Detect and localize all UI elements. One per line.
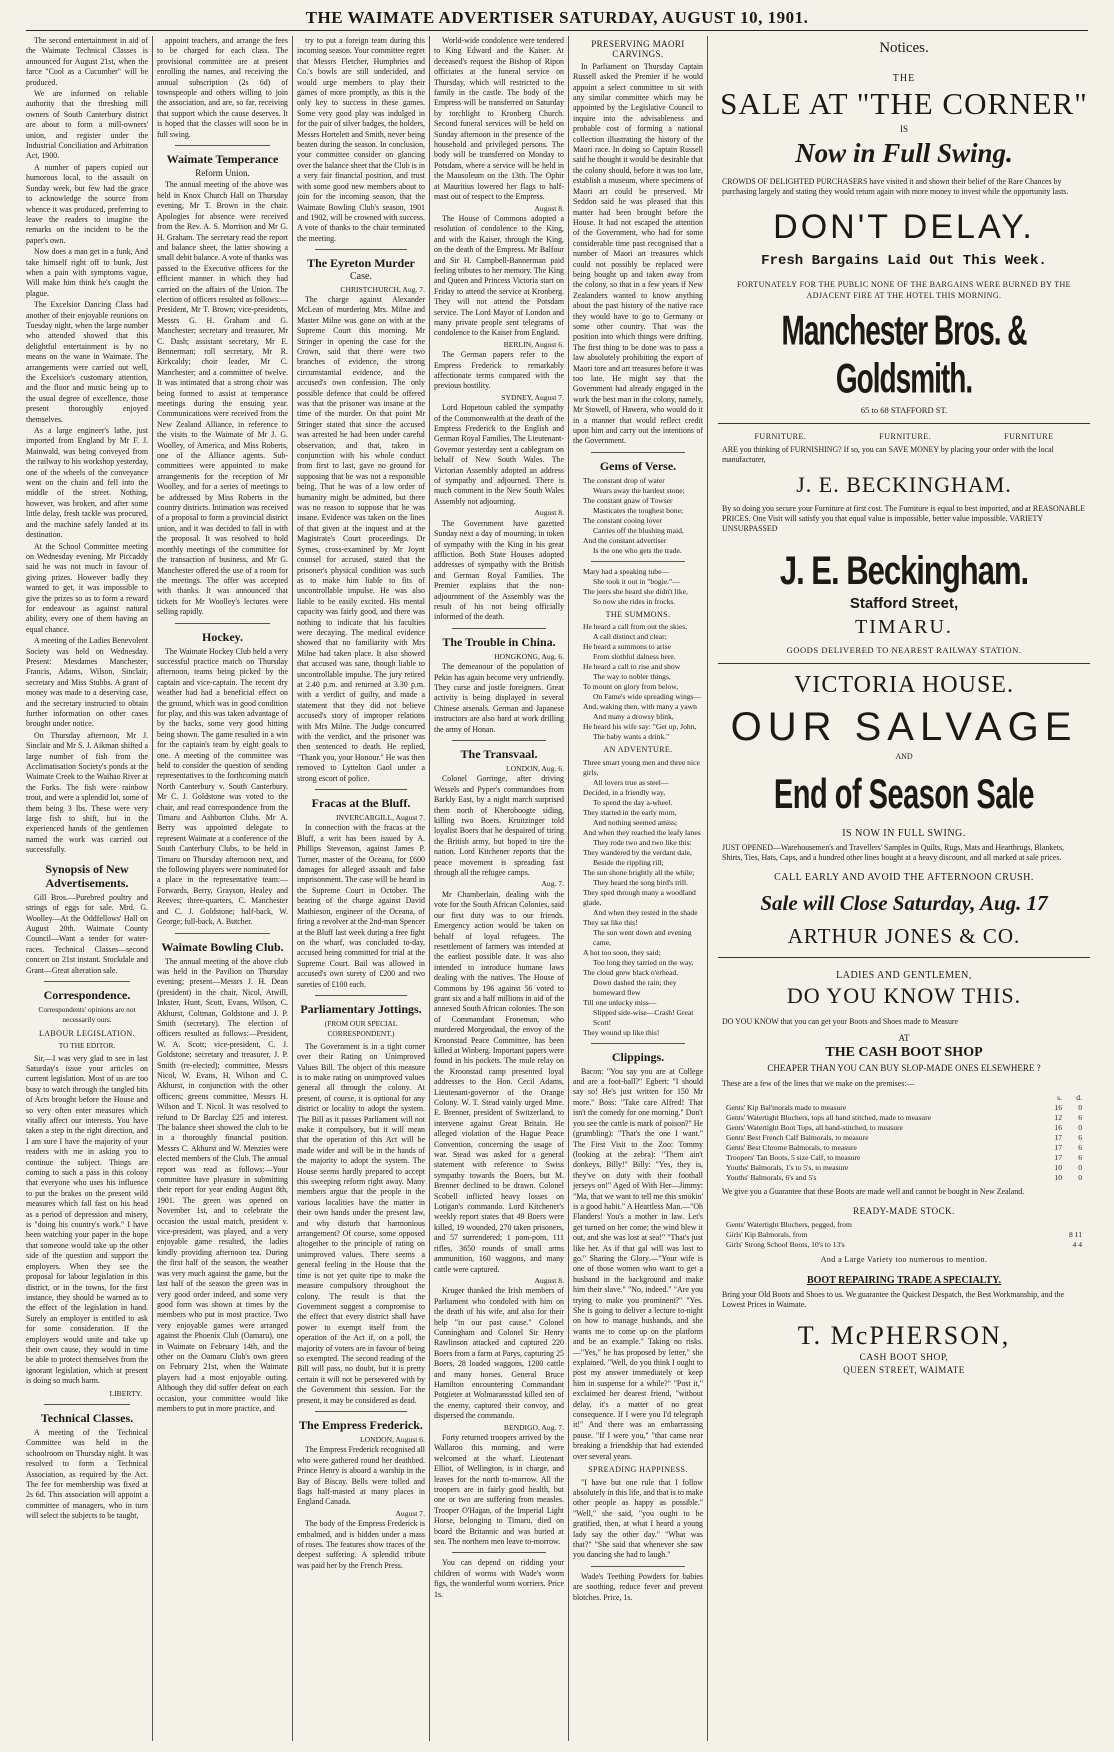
verse-line: He heard a call from out the skies, [583,622,688,632]
article-text: appoint teachers, and arrange the fees to be charged for each class. The provisional committee are at present enrolling the names, and receiving the annual subscription (2s 6d) of townspeople and others willing to join the association, and are, so far, receiving that support which the cause deserves. It is hoped that the classes will soon be in full swing. [157,36,288,139]
ad-body: FORTUNATELY FOR THE PUBLIC NONE OF THE BARGAINS WERE BURNED BY THE ADJACENT FIRE AT THE HOTEL THIS MORNING. [737,279,1071,300]
notices-heading: Notices. [879,40,929,56]
section-heading: Synopsis of New Advertisements. [45,861,129,890]
article-text: In Parliament on Thursday Captain Russell asked the Premier if he would appoint a select committee to sit with any similar committee which may be appointed by the Legislative Council to inquire into the advisableness and probable cost of forming a national collection illustrating the history of the Maori race. In doing so Captain Russell said he thought it would be desirable that the colony should, before it was too late, establish a museum, where specimens of Maori art could be preserved. Mr Seddon said he was pleased that this matter had been brought before the House. It had not escaped the attention of the Government, who had for some considerable time past recognised that a number of Maori art treasures which could not possibly be replaced were being bought up and taken away from the colony, so that in a few years if New Zealanders wanted to know anything about the past history of the native race they would have to go to Germany or some other country. That was the position into which things were drifting. The first thing to be done was to pass a law absolutely prohibiting the export of Maori tore and art treasures before it was too late. He might say that the Government had already engaged in the work the best man in the colony, namely, Mr Stowell, of Hawera, who would do it in a manner that would reflect credit upon him and carry out the intentions of the Government. [573,61,703,446]
section-heading: The Transvaal. [460,747,538,761]
divider [175,623,270,624]
article-text: Forty returned troopers arrived by the Wallaroo this morning, and were welcomed at the wharf. Lieutenant Elliot, of Wellington, is in charge, and leaves for the north to-morrow. All the troopers are in fairly good health, but one or two are suffering from measles. Trooper O'Hagan, of the Imperial Light Horse, belonging to Timaru, died on board the Britannic and was buried at sea. The northern men leave to-morrow. [434,1433,564,1547]
section-heading: Waimate Temperance [166,152,279,167]
verse-line: He heard his wife say: "Get up, John, [583,722,697,732]
price-item: Gents' Best Chrome Balmorals, to measure [726,1143,857,1153]
ad-kicker: THE [892,73,916,84]
synopsis-text: Gill Bros.—Purebred poultry and strings of eggs for sale. Mrd. G. Woolley—At the Oddfellows' Hall on August 20th. Waimate County Council—Want a tender for water-races. Technical Classes—second concert on 21st instant. Stockdale and Grant—Great alteration sale. [26,892,148,975]
verse-line: The jeers she heard she didn't like, [583,586,688,596]
price-shillings: 17 [1054,1133,1062,1143]
section-heading: The Eyreton Murder [307,256,415,271]
column-3 [297,36,425,1741]
ad-body: CROWDS OF DELIGHTED PURCHASERS have visited it and shown their belief of the Rare Chances by purchasing largely and stating they would return again with more money to invest while the opportunity lasts. [722,177,1069,197]
article-text: The Waimate Hockey Club held a very successful practice match on Thursday afternoon, teams being picked by the captain and vice-captain. The recent dry weather had had a beneficial effect on the ground, which was in good condition for play, and this was taken advantage of by the backs, some very good hitting being shown. The game resulted in a win for the captain's team by eight goals to one. A meeting of the committee was held to consider the question of sending representatives to the forthcoming match North Canterbury v. South Canterbury. Mr C. J. Goldstone was voted to the chair, and read correspondence from the Timaru and Ashburton Clubs. Mr A. Berry was appointed delegate to represent Waimate at a conference of the South Canterbury Clubs, to be held in Timaru on Thursday afternoon next, and the following players were nominated for a place in the representative team:—Forwards, Berry, Grayson, Healey and Reeves; three-quarters, C. Manchester and C. J. Goldstone; half-back, W. George; full-back, A. Butcher. [157,646,288,927]
ad-subheadline: Fresh Bargains Laid Out This Week. [761,252,1047,269]
section-heading: Fracas at the Bluff. [311,796,411,811]
verse-line: To mount on glory from below, [583,682,679,692]
ad-kicker: LADIES AND GENTLEMEN, [836,969,972,981]
local-news: We are informed on reliable authority that the threshing mill owners of South Canterbury district are about to form a mill-owners' union, and register under the Industrial Conciliation and Arbitration Act, 1900. [26,89,148,161]
section-heading: Technical Classes. [40,1410,134,1425]
ad-subheadline: CALL EARLY AND AVOID THE AFTERNOON CRUSH. [774,871,1034,883]
section-subheading: Case. [350,271,372,283]
price-item: Troopers' Tan Boots, 5 size Calf, to measure [726,1153,861,1163]
local-news: At the School Committee meeting on Wednesday evening, Mr Piccaddy said he was not much in favour of giving prizes. However badly they wanted to get, it was impossible to give the prizes so as to form a reward for endeavour as against natural ability, every one of them having an equal chance. [26,541,148,634]
ad-body: By so doing you secure your Furniture at first cost. The Furniture is equal to best imported, and at REASONABLE PRICES. One Visit will satisfy you that equal value is impossible, better value impossible. VARIETY UNSURPASSED [722,503,1085,534]
divider [718,423,1090,424]
article-text: Bacon: "You say you are at College and are a foot-ball?" Egbert: "I should say so! He's just written for 150 Mr more." Boss: "Take care Alfred! That isn't the comedy for one morning." Don't you see the cattle is mark of poison?" He (grumbling): "That's the one I want." The First Visit to the Zoo: Tommy (looking at the zebra): "Them ain't donkeys, Billy!" Billy: "Yes, they is, they've on duty with their football jerseys on!" Aged of With Her—Jimmy: "Ma, that we want to tell me this smokin' is a good habit." A Heartless Man.—"Oh Flanders! You's a mother in law. Let's get turned on her come; the wind blew it out, and she was lost at sea!" "That's just like her. As if that gal will was lost to go." Sharing the Glory.—"Your wife is one of those women who want to get a husband in the background and make him their slave." "No, indeed." "Are you trying to make you prominent?" "Yes. She is going to deliver a lecture to-night on how to manage husbands, and she wants me to come up on the platform and be an example." Taking no risks.—"Yes," he has proposed by letter," she explained. "Well, do you think I ought to post my answer immediately or keep him in suspense for a while?" "Post it," exclaimed her dearest friend, "without delay, it's a matter of no great consequence. If I were you I'd telegraph it!" And there was an embarrassing pause. "If I were you," "that came near breaking a friendship that had extended over several years. [573,1066,703,1461]
verse-line: And nothing seemed amiss; [593,817,678,827]
article-text: The charge against Alexander McLean of murdering Mrs. Milne and Master Milne was gone on with at the Supreme Court this morning. Mr Stringer in opening the case for the Crown, said that there were two branches of evidence, the strong circumstantial evidence, and the accused's own confession. The only possible defence that could be offered was that the prisoner was insane at the time of the murder. On that point Mr Stringer stated that since the accused was arrested he had been under careful observation, and that, taken in conjunction with his whole conduct from first to last, gave no ground for supposing that he was not a responsible being. That he was of a low order of humanity might be admitted, but there was no reason to suppose that he was insane. Evidence was taken on the lines of that given at the inquest and at the Magistrate's Court proceedings. Dr Symes, cross-examined by Mr Joynt counsel for accused, stated that the prisoner's physical condition was such as to make him liable to fits of uncontrollable impulse. He was also liable to be easily excited. His mental capacity was fairly good, and there was nothing to indicate that his faculties were decaying. The medical evidence showed that no familiarity with Mrs Milne had taken place. It also showed that accused was sane, though liable to uncontrollable impulse. The jury retired at 2.40 p.m. and returned at 3.30 p.m. with a verdict of guilty, and made a statement that they did not believe accused's story of improper relations with Mrs Milne. The Judge concurred with the verdict, and the prisoner was then sentenced to death. He replied, "Thank you, your Honour." He was then removed to Lyttelton Gaol under a strong escort of police. [297,294,425,783]
verse-line: They wound up like this! [583,1027,660,1037]
column-4 [434,36,564,1741]
verse-line: They rode two and two like this: [593,837,692,847]
verse-line: And the constant advertiser [583,535,667,545]
verse-line: And many a drowsy blink, [593,712,674,722]
dateline: LONDON, Aug. 6. [505,764,564,773]
divider [315,1411,407,1412]
verse-line: A hot too soon, they said; [583,947,661,957]
divider [175,145,270,146]
letter-signature: LIBERTY. [109,1388,142,1398]
price-unit: d. [1076,1093,1082,1103]
ad-body: DO YOU KNOW that you can get your Boots and Shoes made to Measure [722,1016,959,1026]
verse-line: Three smart young men and three nice girls, [583,757,700,777]
price-row [724,1133,1084,1143]
dateline: August 7. [395,1508,425,1518]
section-heading: Hockey. [202,629,243,644]
article-text: The body of the Empress Frederick is embalmed, and is hidden under a mass of roses. The features show traces of the deepest suffering. A splendid tribute was paid her by the French Press. [297,1519,425,1570]
ad-address: QUEEN STREET, WAIMATE [843,1364,965,1375]
article-text: The demeanour of the population of Pekin has again become very unfriendly. They curse and jostle foreigners. Great activity is being displayed in several Chinese arsenals. German and Japanese instructors are also hard at work drilling the army of Honan. [434,662,564,734]
article-text: Colonel Gorringe, after driving Wessels and Pyper's commandoes from Barkly East, by a night march surprised them north of Kheroboogte siding, killing two Boers. Kruitzinger told loyalist Boers that he despaired of tiring the British army, but hoped to tire the nation. Lord Kitchener reports that the peace movement is spreading fast through all the refugee camps. [434,774,564,878]
dateline: BENDIGO, Aug. 7. [503,1422,564,1432]
divider [591,1043,685,1044]
price-shillings: 16 [1054,1123,1062,1133]
stock-price: 4 4 [1072,1239,1082,1249]
divider [44,981,130,982]
local-news: A number of papers copied our humorous local, to the assault on Sunday week, but few had the grace to acknowledge the source from whence it was produced, preferring to leave the readers to imagine the remarks on the incident to be the paper's own. [26,162,148,245]
local-news: Now does a man get in a funk, And take himself right off to bunk, Just when a pain with symptoms vague, Will make him think he's caught the plague. [26,247,148,298]
verse-line: Down dashed the rain; they homeward flew [593,977,677,997]
stock-item: Gents' Watertight Bluchers, pegged, from [726,1219,852,1229]
price-unit: s. [1057,1093,1062,1103]
dateline: LONDON, August 6. [360,1434,425,1444]
ad-body: ARE you thinking of FURNISHING? If so, you can SAVE MONEY by placing your order with the local manufacturer, [722,444,1054,465]
local-news: On Thursday afternoon, Mr J. Sinclair and Mr S. J. Aikman shifted a large number of fish from the Acclimatisation Society's ponds at the Waimate Creek to the Waihao River at the Forks. The fish were rainbow trout, and were a splendid lot, some of them being 3 lbs. These were very large fish to shift, but in the experienced hands of the gentlemen named the work was carried out successfully. [26,730,148,855]
byline: (FROM OUR SPECIAL CORRESPONDENT.) [324,1018,398,1039]
dateline: INVERCARGILL, August 7. [335,813,425,823]
article-text: The annual meeting of the above club was held in the Pavilion on Thursday evening; present—Messrs J. H. Dean (president) in the chair, Nicol, Atwill, Inkster, Hunt, Scott, Evans, Wilson, C. Akhurst, Coltman, Goldstone and J. P. Smith (secretary). The election of officers resulted as follows:—President, W. A. Scott; vice-president, C. J. Goldstone; secretary and treasurer, J. P. Smith (re-elected); committee, Messrs Nicol, W. Evans, H. Wilson and C. Akhurst, in conjunction with the other officers; greens committee, Messrs H. Wilson and T. Nicol. It was resolved to refund to Dr Barclay £25 and interest. The balance sheet showed the club to be in a thoroughly financial position. Messrs C. Akhurst and W. Menzies were elected members of the Club. The annual report was read as follows:—Your committee have pleasure in submitting their report for year ending August 8th, 1901. The green was opened on November 1st, and to celebrate the occasion the usual match, president v. vice-president, was played, and a very enjoyable game resulted, the ladies kindly providing afternoon tea. During the first half of the season, the weather was very much against the game, but the last half of the season the green was in very good order indeed, and some very good form was shown at times by the members who put in most practice. Two very enjoyable games were arranged against the Phoenix Club (Oamaru), one in Waimate on February 14th, and the other on the Oamaru Club's own green on February 21st, when the Waimate players had a most enjoyable outing. Although they did suffer defeat on each occasion, your committee would like members to put in more practice, and [157,956,288,1413]
ad-headline: Now in Full Swing. [795,138,1013,168]
article-text: The Government have gazetted Sunday next a day of mourning, in token of sympathy with the King in his great affliction. Both State Houses adopted addresses of sympathy with the British and German Royal Families. The Premier explains that the non-adjournment of the Assembly was the result of his not being officially informed of the death. [434,518,564,622]
divider [591,561,685,562]
price-shillings: 17 [1054,1143,1062,1153]
price-row [724,1113,1084,1123]
verse-line: The sun shone brightly all the while; [583,867,695,877]
divider [315,995,407,996]
ad-label: FURNITURE [1004,431,1054,441]
price-item: Youths' Balmorals, 1's to 5's, to measure [726,1163,849,1173]
disclaimer: Correspondents' opinions are not necessarily ours. [38,1004,136,1025]
verse-line: Till one unlucky miss— [583,997,657,1007]
divider [591,452,685,453]
ad-brand: Manchester Bros. & Goldsmith. [781,306,1027,402]
ad-headline: SALE AT "THE CORNER" [720,86,1088,121]
price-pence: 0 [1078,1123,1082,1133]
ad-brand: ARTHUR JONES & CO. [787,923,1021,948]
article-text: Lord Hopetoun cabled the sympathy of the Commonwealth at the death of the Empress Frederick to the English and German Royal Families. The Lieutenant-Governor yesterday sent a cablegram on behalf of New South Wales. The Victorian Assembly adopted an address of sympathy and adjourned. There is much comment in the New South Wales Assembly not adjourning. [434,403,564,506]
price-row [724,1163,1084,1173]
verse-line: The constant cooing lover [583,515,663,525]
verse-line: Beside the rippling rill; [593,857,664,867]
letter-text: Sir,—I was very glad to see in last Saturday's issue your articles on current legislation. Most of us are too busy to watch through the tangled bits of Acts brought before the House and so very often enter measures which vitally affect our interests. You have taken a step in the right direction, and I am sure I have the majority of your readers with me in asking you to continue the subject. Things are coming to such a pass in this colony that everyone who uses his influence to put the brakes on the present wild measures which fall fast on his head as a period of depression and misery, is "doing his country's work." I have been watching your paper in the hope that someone would take up the other side of the question and support the employers. When they see the proposal for labour legislation in this district, or in the towns, for the first instance, they should be warned as to the effect of the legislation in hand. Surely an employer is entitled to ask for some consideration. If the employers would unite and take up their own cause, they would in time be able to protect themselves from the ignorant legislation, which at present is doing so much harm. [26,1053,148,1386]
price-row [724,1173,1084,1183]
section-heading: The Trouble in China. [442,634,556,649]
ad-headline: DO YOU KNOW THIS. [786,982,1022,1008]
dateline: August 8. [534,508,564,518]
dateline: SYDNEY, August 7. [501,392,564,402]
article-text: The Empress Frederick recognised all who were gathered round her deathbed. Prince Henry is aboard a warship in the Bay of Biscay. Bells were tolled and flags half-masted at many places in England Canada. [297,1445,425,1507]
masthead: THE WAIMATE ADVERTISER SATURDAY, AUGUST 10, 1901. [305,8,809,27]
column-divider [707,36,708,1741]
price-item: Gents' Watertight Bluchers, tops all hand stitched, made to measure [726,1113,931,1123]
classified-advert: You can depend on ridding your children of worms with Wade's worm figs, the wonderful worm worriers. Price 1s. [434,1558,564,1599]
section-heading: Waimate Bowling Club. [161,939,284,954]
verse [583,567,703,607]
divider [718,957,1090,958]
price-pence: 0 [1078,1173,1082,1183]
verse-line: The baby wants a drink." [593,732,670,742]
verse-line: He heard a summons to arise [583,642,671,652]
article-text: A meeting of the Technical Committee was held in the schoolroom on Thursday night. It was resolved to form a Technical Association, as required by the Act. The fee for membership was fixed at 2s 6d. This association will appoint a committee of managers, who in turn will select the subjects to be taught, [26,1427,148,1521]
ad-label: FURNITURE. [879,431,932,441]
verse-line: All lovers true as steel— [593,777,669,787]
notices-column [712,36,1096,1741]
ad-subheadline: IS NOW IN FULL SWING. [842,827,966,839]
price-list [724,1093,1084,1183]
price-header [724,1093,1084,1103]
article-text: World-wide condolence were tendered to King Edward and the Kaiser. At deceased's request the Bishop of Ripon officiates at the funeral service on Thursday, which will restricted to the family in the castle. The body of the Empress will be transferred on Saturday by torchlight to Kronberg Church. Second funeral services will be held on Sunday afternoon in the presence of the household and privileged persons. The body will be transferred on Monday to Potsdam, where a service will be held in the Mausoleum on the 13th. The Ophir at Mauritius lowered her flags to half-mast out of respect to the Empress. [434,36,564,202]
verse-line: Mary had a speaking tube— [583,566,670,576]
price-pence: 6 [1078,1133,1082,1143]
ad-label: FURNITURE. [754,431,807,441]
section-subheading: Reform Union. [195,168,250,179]
verse-line: A call distinct and clear; [593,632,667,642]
verse-line: From slothful dalness here. [593,652,676,662]
local-news: The Excelsior Dancing Class had another of their enjoyable reunions on Tuesday night, when the large number who attended showed that this delightful entertainment is by no means on the wane in Waimate. The arrangements were carried out well, the Excelsior's customary attention, and the floor and music being up to the usual degree of excellence, those present thoroughly enjoyed themselves. [26,300,148,424]
ad-subheadline: CASH BOOT SHOP, [859,1352,949,1363]
stock-item: Girls' Kip Balmorals, from [726,1229,808,1239]
price-pence: 0 [1078,1163,1082,1173]
ad-body: JUST OPENED—Warehousemen's and Travellers' Samples in Quilts, Rugs, Mats and Hearthrugs, Blankets, Shirts, Ties, Hats, Caps, and a hundred other lines bought at a heavy discount, and all marked at sale prices. [722,842,1064,863]
ad-subheadline: READY-MADE STOCK. [853,1205,955,1216]
divider [44,1404,130,1405]
stock-item: Girls' Strong School Boots, 10's to 13's [726,1239,845,1249]
divider [591,1566,685,1567]
price-pence: 0 [1078,1103,1082,1113]
article-text: The German papers refer to the Empress Frederick to remarkably affectionate terms compared with the previous hostility. [434,350,564,391]
local-news: The second entertainment in aid of the Waimate Technical Classes is announced for August 21st, when the farce "Cool as a Cucumber" will be produced. [26,36,148,87]
dateline: August 8. [534,203,564,213]
column-2 [157,36,288,1741]
section-heading: Gems of Verse. [599,458,677,473]
price-item: Gents' Kip Bal'morals made to measure [726,1103,847,1113]
column-divider [292,36,293,1741]
divider [452,740,546,741]
stock-list [724,1220,1084,1250]
ad-address: Stafford Street, [849,594,959,612]
verse-line: So now she rides in frocks. [593,596,676,606]
verse-line: The sun went down and evening came, [593,927,692,947]
verse-line: Decided, in a friendly way, [583,787,666,797]
verse-line: And when they rested in the shade [593,907,698,917]
price-item: Youths' Balmorals, 6's and 5's [726,1173,817,1183]
price-shillings: 10 [1054,1173,1062,1183]
price-shillings: 16 [1054,1103,1062,1113]
verse-line: And when they reached the leafy lanes [583,827,701,837]
section-heading: Parliamentary Jottings. [300,1001,422,1016]
article-text: In connection with the fracas at the Bluff, a writ has been issued by A. Phillips Stevenson, against James P. Turner, master of the Oceana, for £600 damages for alleged assault and false imprisonment. The case will be heard in the Supreme Court in October. The hearing of the charge against David Mathieson, engineer of the Oceana, of firing a revolver at the 2nd-man Spencer at the Bluff last week during a free fight on the wharf, was concluded to-day, accused being committed for trial at the Supreme Court. Bail was allowed in accused's own surety of £200 and two sureties of £100 each. [297,823,425,989]
divider [315,249,407,250]
ad-headline: Sale will Close Saturday, Aug. 17 [760,890,1048,915]
verse [583,476,703,556]
section-heading: PRESERVING MAORI CARVINGS. [591,39,685,60]
divider [452,1552,546,1553]
verse-line: They sat like this! [583,917,638,927]
price-row [724,1123,1084,1133]
ad-town: TIMARU. [855,615,953,638]
verse [583,758,703,1038]
section-heading: The Empress Frederick. [299,1417,423,1432]
verse-line: They sped through many a woodland glade, [583,887,696,907]
ad-body: We give you a Guarantee that these Boots are made well and cannot be bought in New Zealand. [722,1187,1025,1197]
ad-body: These are a few of the lines that we make on the premises:— [722,1079,915,1089]
verse-line: The cloud grew black o'erhead. [583,967,679,977]
verse-line: They started in the early morn, [583,807,677,817]
ad-row [718,432,1090,441]
price-item: Gents' Watertight Boot Tops, all hand-stitched, to measure [726,1123,903,1133]
letter-title: LABOUR LEGISLATION. [38,1028,136,1038]
ad-body: Bring your Old Boots and Shoes to us. We guarantee the Quickest Despatch, the Best Workmanship, and the Lowest Prices in Waimate. [722,1289,1065,1310]
stock-price: 8 11 [1068,1229,1082,1239]
column-divider [152,36,153,1741]
price-item: Gents' Best French Calf Balmorals, to measure [726,1133,869,1143]
poem-title: AN ADVENTURE. [603,745,673,755]
ad-kicker: IS [899,124,908,134]
ad-headline: OUR SALVAGE [730,704,1078,749]
section-heading: Correspondence. [43,987,131,1002]
verse-line: Carries off the blushing maid, [593,525,684,535]
price-pence: 6 [1078,1153,1082,1163]
column-1 [26,36,148,1741]
local-news: As a large engineer's lathe, just imported from England by Mr F. J. Mainwald, was being conveyed from the railway to his workshop yesterday, one of the wheels of the conveyance went on the chain and fell into the middle of the street. Nothing, however, was broken, and after some little delay, fresh tackle was procured, and the machine safely landed at its destination. [26,426,148,540]
ad-brand: J. E. Beckingham. [779,547,1029,593]
local-news: A meeting of the Ladies Benevolent Society was held on Wednesday. Present: Mesdames Manchester, Francis, Adams, Wilson, Sinclair, secretary and Miss Stubbs. A grant of money was made to a deserving case, and the secretary instructed to obtain further information on other cases brought under notice. [26,636,148,729]
dateline: HONGKONG, Aug. 6. [494,651,564,661]
article-text: Kruger thanked the Irish members of Parliament who condoled with him on the death of his wife, and also for their help "in our past cause." Colonel Cunningham and Colonel Sir Henry Rawlinson attacked and captured 220 Boers from a farm at Parys, capturing 25 Boers, 28 loaded waggons, 1200 cattle and many horses. General Bruce Hamilton encountering Commandant Potgieter at Wolmaransstad killed ten of the enemy, captured their convoy, and dispersed the commando. [434,1286,564,1421]
verse-line: On Fame's wide spreading wings— [593,692,702,702]
article-text: "I have but one rule that I follow absolutely in this life, and that is to make other people as happy as possible." "Well," she said, "you ought to be gratified, then, at what I heard a young lady say the other day." "What was that?" "She said that whenever she saw you dancing she had to laugh." [573,1477,703,1560]
verse-line: The constant drop of water [583,475,665,485]
verse-line: To spend the day a-wheel. [593,797,673,807]
letter-salutation: TO THE EDITOR. [58,1041,116,1051]
ad-brand: THE CASH BOOT SHOP [825,1045,983,1061]
article-text: try to put a foreign team during this incoming season. Your committee regret that Messrs Fletcher, Humphries and Co.'s bowls are still undecided, and would urge members to play their games of more promptly, as this is the only key to success in these games. Some very good play was indulged in for the pair of silver badges, the holders, Messrs Hortelett and Smith, never being beaten during the season. In conclusion, your committee consider on glancing over the balance sheet that the Club is in a very fair financial position, and trust with some good new members about to join for the incoming season, that the Waimate Bowling Club's season, 1901 and 1902, will be crowned with success. A vote of thanks to the chair terminated the meeting. [297,36,425,243]
ad-headline: DON'T DELAY. [773,207,1035,246]
verse-line: They heard the song bird's trill. [593,877,689,887]
ad-brand: VICTORIA HOUSE. [794,671,1014,698]
article-text: The annual meeting of the above was held in Knox Church Hall on Thursday evening, Mr T. Brown in the chair. Apologies for absence were received from the Rev. A. S. Morrison and Mr G. H. Graham. The secretary read the report and balance sheet, the latter showing a small debit balance. A vote of thanks was passed to the Executive officers for the efficient manner in which they had carried on the affairs of the Union. The election of officers resulted as follows:—President, Mr T. Brown; vice-presidents, Messrs G. H. Graham and G. Manchester; secretary and treasurer, Mr C. Dash; assistant secretary, Mr E. Bennerman; roll secretary, Mr R. Kirkcaldy; choir leader, Mr C. Manchester; and a committee of twelve. It was intimated that a strong choir was being formed to assist at temperance meetings during the ensuing year. Communications were received from the New Zealand Alliance, in reference to the visits to the Waimate of Mr J. G. Woolley, of America, and Miss Roberts, one of the Alliance agents. Sub-committees were appointed to make arrangements for the reception of Mr Woolley, and for a series of meetings to be addressed by Miss Roberts in the country districts. Intimation was received of a proposal to form a provincial district union, and it was decided to fall in with the proposal. It was resolved to hold monthly meetings of the committee for the transaction of business, and Mr G. Manchester offered the use of a room for the meetings. The offer was accepted with thanks. It was announced that tickets for Mr Woolley's lectures were selling rapidly. [157,180,288,617]
ad-address: 65 to 68 STAFFORD ST. [860,404,948,415]
divider [175,933,270,934]
section-heading: Clippings. [611,1049,665,1064]
verse-line: Wears away the hardest stone; [593,485,685,495]
article-text: Mr Chamberlain, dealing with the vote for the South African Colonies, said our first duty was to our friends. Emergency action would be taken on behalf of loyal refugees. The resettlement of farmers was intended at the earliest possible date. It was also intended to introduce humane laws dealing with the natives. The House of Commons by 196 against 56 voted to grant six and a half millions in aid of the annexed South African colonies. The son of Commandant Froneman, who murdered Morgendaal, the envoy of the Kroonstad Peace Committee, has been killed at Winberg. Important papers were found in his pockets. The mule relay on the Kroonstad camp presented loyal addresses to the Hon. Cecil Adams, Lieutenant-governor of the Orange Colony. W. T. Stead vainly urged Mme. E. Brenner, president of Switzerland, to intervene against Great Britain. He alleged violation of the Hague Peace Convention, concerning the usage of war. Stead was asked for a general statement with reference to Swiss sympathy towards the Boers, but M. Brenner declined to be drawn. Colonel Scobell inflicted heavy losses on Lotigan's commando. Lord Kitchener's weekly report states that 49 Boers were killed, 19 wounded, 270 taken prisoners, and 57 surrendered; 1 pom-pom, 111 rifles, 3650 rounds of small arms ammunition, 160 waggons, and many cattle were captured. [434,889,564,1274]
dateline: Aug. 7. [541,879,564,889]
dateline: CHRISTCHURCH, Aug. 7. [340,284,425,294]
price-shillings: 12 [1054,1113,1062,1123]
stock-price [1046,1220,1084,1230]
article-text: The House of Commons adopted a resolution of condolence to the King, and with the Kaiser, through the King, on the death of the Empress. Mr Balfour and Sir H. Campbell-Bannerman paid feeling tributes to her memory. The King and Queen and Princess Victoria start on Friday to attend the service at Kronberg. They will not attend the Potsdam service. The Lord Mayor of London and many private people sent telegrams of condolence to the Kaiser from England. [434,213,564,338]
price-pence: 6 [1078,1143,1082,1153]
verse-line: He heard a call to rise and show [583,662,681,672]
verse-line: Is the one who gets the trade. [593,545,682,555]
price-row [724,1143,1084,1153]
stock-row [724,1220,1084,1230]
verse-line: They wandered by the verdant dale, [583,847,692,857]
column-divider [568,36,569,1741]
ad-brand: J. E. BECKINGHAM. [796,471,1012,497]
stock-row [724,1240,1084,1250]
poem-title: THE SUMMONS. [605,609,671,619]
verse-line: The constant gnaw of Towser [583,495,673,505]
divider [315,789,407,790]
price-pence: 6 [1078,1113,1082,1123]
ad-brand: T. McPHERSON, [797,1320,1011,1350]
verse-line: The way to nobler things, [593,672,671,682]
price-row [724,1153,1084,1163]
dateline: August 8. [534,1275,564,1285]
ad-body: And a Large Variety too numerous to mention. [820,1254,988,1264]
divider [452,628,546,629]
ad-headline: End of Season Sale [773,771,1035,818]
verse-line: Masticates the toughest bone; [593,505,684,515]
dateline: BERLIN, August 6. [503,339,564,349]
masthead-rule [26,30,1088,31]
price-shillings: 10 [1054,1163,1062,1173]
price-shillings: 17 [1054,1153,1062,1163]
verse-line: She took it out in "bogie."— [593,576,680,586]
verse-line: And, waking then, with many a yawn [583,702,697,712]
verse-line: Too long they tarried on the way, [593,957,694,967]
divider [718,663,1090,664]
classified-advert: Wade's Teething Powders for babies are soothing, reduce fever and prevent blotches. Price, 1s. [573,1571,703,1602]
ad-kicker: AND [895,751,913,761]
ad-body: GOODS DELIVERED TO NEAREST RAILWAY STATION. [786,644,1022,655]
verse-line: Slipped side-wise—Crash! Great Scott! [593,1007,694,1027]
price-row [724,1103,1084,1113]
ad-kicker: AT [898,1033,910,1044]
verse [583,622,703,742]
stock-row [724,1230,1084,1240]
column-divider [429,36,430,1741]
section-heading: SPREADING HAPPINESS. [588,1465,688,1475]
column-5 [573,36,703,1741]
article-text: The Government is in a tight corner over their Rating on Unimproved Values Bill. The object of this measure is to make rating on unimproved values general all through the colony. At present, of course, it is optional for any district or locality to adopt the system. The Bill as it passes Parliament will not make it compulsory, but it will mean that the operation of this Act will be made wider and will be in the hands of the majority to adopt the system. The House seems hardly prepared to accept this sweeping reform right away. Many members argue that the people in the various localities have the matter in their own hands under the present law, and why disturb that harmonious arrangement? Of course, some opposed altogether to the principle of rating on unimproved values. There seems a general feeling in the House that the time is not yet quite ripe to make the measure compulsory throughout the colony. The result is that the Government suggest a compromise to the effect that every district shall have power to exempt itself from the operation of the Act if, on a poll, the majority of voters are in favour of being so exempted. The second reading of the Bill will pass, no doubt, but it is pretty certain it will not be persevered with by the Government this session. For the present, it may be considered as dead. [297,1041,425,1405]
ad-subheadline: CHEAPER THAN YOU CAN BUY SLOP-MADE ONES ELSEWHERE ? [767,1063,1041,1074]
ad-subheadline: BOOT REPAIRING TRADE A SPECIALTY. [806,1274,1002,1286]
